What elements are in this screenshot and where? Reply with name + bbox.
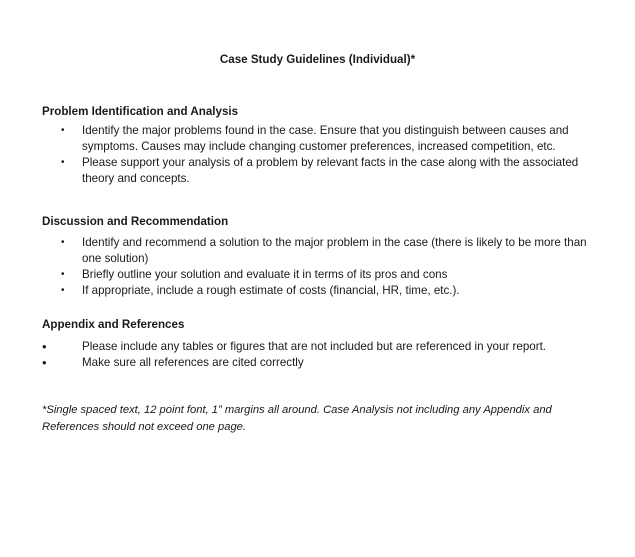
list-item xyxy=(42,235,602,267)
list-item-text: Make sure all references are cited correctly xyxy=(82,356,304,369)
section-heading-problem-identification: Problem Identification and Analysis xyxy=(42,105,239,118)
list-item-text: Identify the major problems found in the case. Ensure that you distinguish between causes and symptoms. Causes may include changing customer preferences, increased competition, etc. xyxy=(82,124,569,153)
bullet-icon: • xyxy=(61,269,65,280)
list-item xyxy=(42,155,602,187)
section-list-discussion-recommendation xyxy=(42,235,602,299)
bullet-icon: • xyxy=(42,339,47,354)
list-item-text: Please include any tables or figures that are not included but are referenced in your report. xyxy=(82,340,547,353)
document-title: Case Study Guidelines (Individual)* xyxy=(219,53,416,66)
bullet-icon: • xyxy=(61,157,65,168)
section-list-problem-identification xyxy=(42,123,602,187)
list-item-text: Briefly outline your solution and evaluate it in terms of its pros and cons xyxy=(82,268,448,281)
list-item-text: Please support your analysis of a problem by relevant facts in the case along with the associated theory and concepts. xyxy=(82,156,579,185)
section-heading-appendix-references: Appendix and References xyxy=(42,318,185,331)
bullet-icon: • xyxy=(61,285,65,296)
list-item-text: If appropriate, include a rough estimate of costs (financial, HR, time, etc.). xyxy=(82,284,460,297)
list-item xyxy=(42,355,602,371)
footnote: *Single spaced text, 12 point font, 1” margins all around. Case Analysis not including any Appendix and References should not exceed one page. xyxy=(42,404,552,433)
list-item xyxy=(42,267,602,283)
section-heading-discussion-recommendation: Discussion and Recommendation xyxy=(42,215,229,228)
bullet-icon: • xyxy=(42,355,47,370)
bullet-icon: • xyxy=(61,237,65,248)
list-item-text: Identify and recommend a solution to the major problem in the case (there is likely to be more than one solution) xyxy=(82,236,587,265)
list-item xyxy=(42,283,602,299)
list-item xyxy=(42,339,602,355)
section-list-appendix-references xyxy=(42,339,602,371)
bullet-icon: • xyxy=(61,125,65,136)
list-item xyxy=(42,123,602,155)
